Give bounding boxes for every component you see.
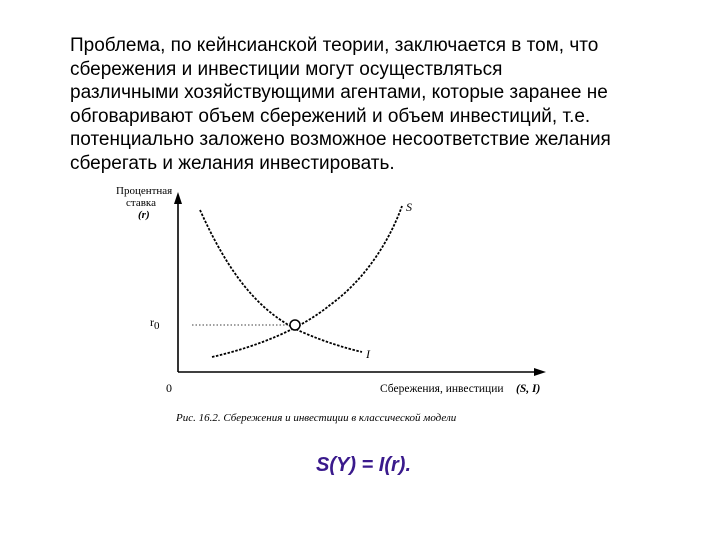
origin-label: 0	[166, 381, 172, 395]
equilibrium-rate-label: r0	[150, 315, 160, 332]
equilibrium-point	[290, 320, 300, 330]
figure-caption: Рис. 16.2. Сбережения и инвестиции в классической модели	[176, 412, 457, 424]
paragraph-line: потенциально заложено возможное несоответствие желания	[70, 129, 611, 150]
investment-curve-label: I	[366, 347, 370, 361]
y-axis-arrow	[174, 192, 182, 204]
paragraph-line: сберегать и желания инвестировать.	[70, 152, 395, 174]
equilibrium-formula: S(Y) = I(r).	[316, 454, 412, 476]
y-axis-label: Процентная	[116, 185, 173, 197]
y-axis-label: ставка	[126, 197, 156, 209]
investment-curve	[200, 210, 362, 352]
savings-curve-label: S	[406, 200, 412, 214]
paragraph-line: различными хозяйствующими агентами, которые заранее не	[70, 82, 608, 103]
y-axis-symbol: (r)	[138, 209, 150, 221]
x-axis-symbol: (S, I)	[516, 383, 541, 395]
x-axis-label: Сбережения, инвестиции	[380, 383, 504, 395]
paragraph-line: обговаривают объем сбережений и объем инвестиций, т.е.	[70, 105, 591, 127]
paragraph-line: сбережения и инвестиции могут осуществляться	[70, 58, 503, 80]
paragraph-line: Проблема, по кейнсианской теории, заключается в том, что	[70, 35, 599, 56]
x-axis-arrow	[534, 368, 546, 376]
